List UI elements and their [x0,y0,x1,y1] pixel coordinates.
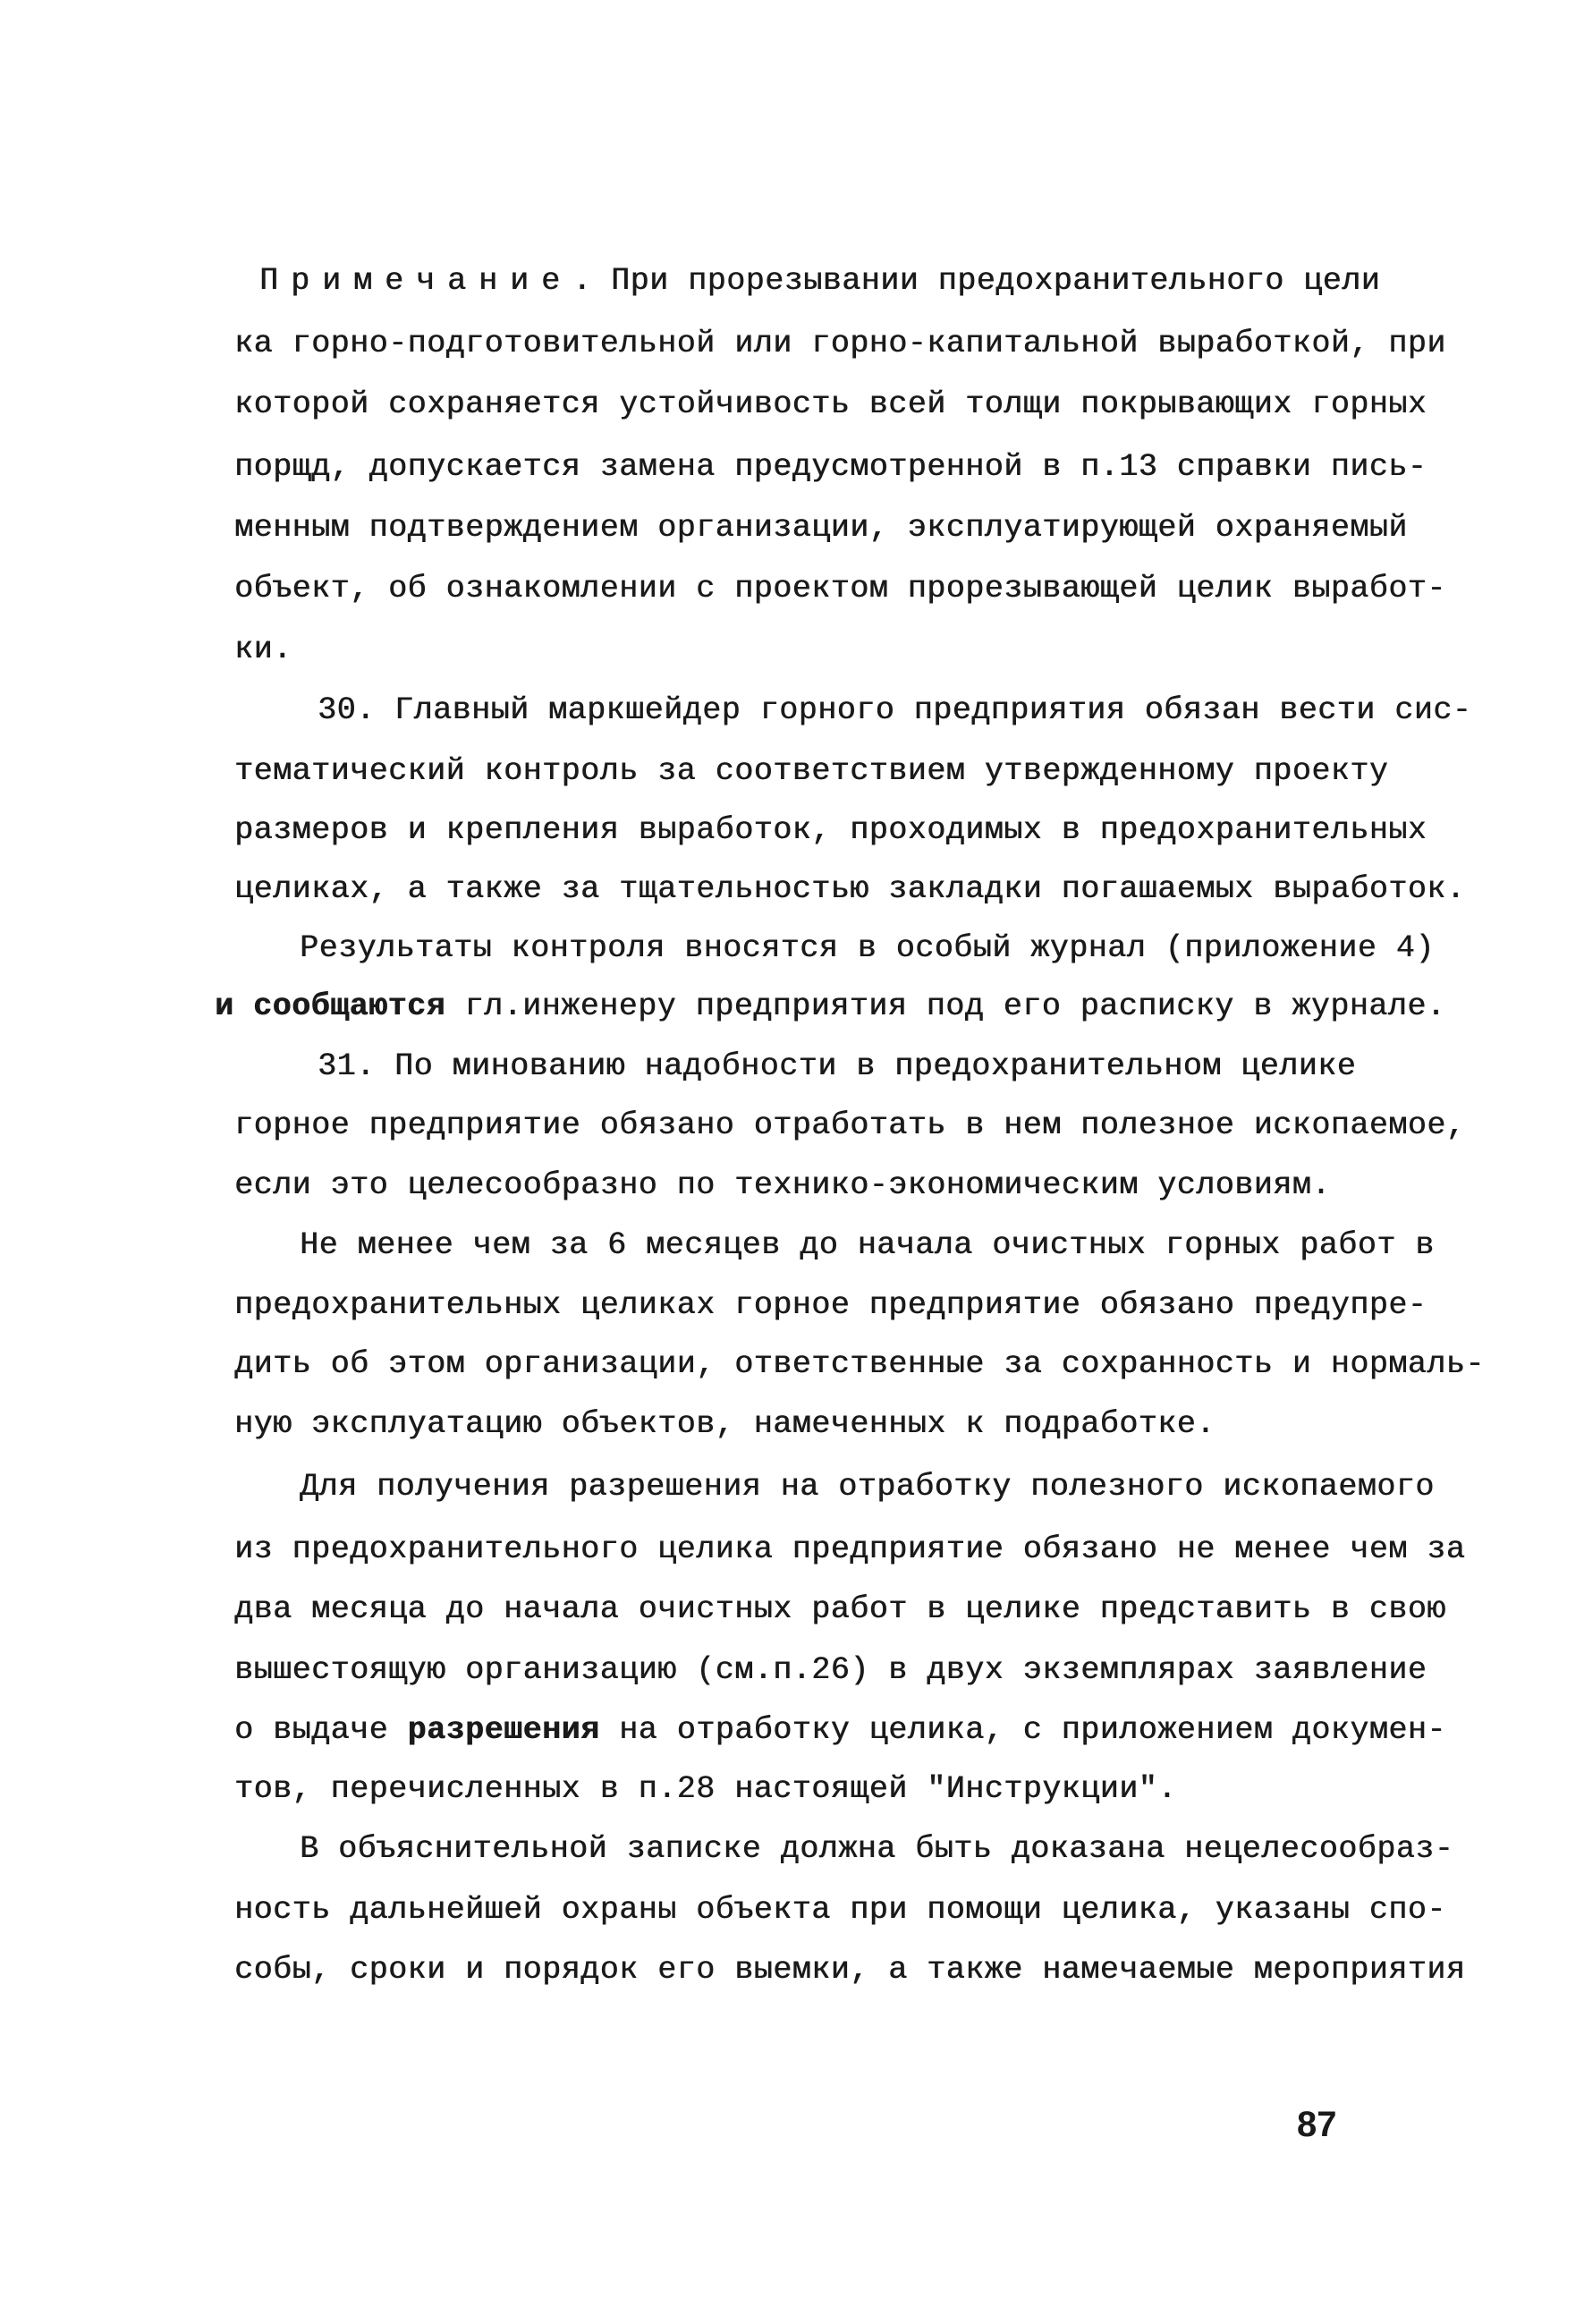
note-line-1 [259,261,1380,301]
para-30-line-4: целиках, а также за тщательностью закладки погашаемых выработок. [234,871,1466,907]
note-line-6: объект, об ознакомлении с проектом прорезывающей целик выработ- [234,571,1446,606]
para-30-line-3: размеров и крепления выработок, проходимых в предохранительных [234,812,1427,848]
para-30-line-2: тематический контроль за соответствием утвержденному проекту [234,753,1389,789]
para-31-line-12 [234,1710,1446,1750]
para-30-bold-phrase: и сообщаются [215,988,446,1024]
para-30-line-6 [215,987,1445,1026]
para-31-line-1: 31. По минованию надобности в предохранительном целике [318,1048,1357,1084]
para-31-line-11: вышестоящую организацию (см.п.26) в двух экземплярах заявление [234,1652,1427,1688]
para-31-line-9: из предохранительного целика предприятие обязано не менее чем за [234,1531,1466,1567]
para-31-line-12-end: на отработку целика, с приложением докумен- [599,1712,1446,1748]
para-31-line-12-start: о выдаче [234,1712,408,1748]
para-31-line-13: тов, перечисленных в п.28 настоящей "Инструкции". [234,1771,1177,1807]
para-31-line-6: дить об этом организации, ответственные за сохранность и нормаль- [234,1346,1485,1382]
para-31-line-14: В объяснительной записке должна быть доказана нецелесообраз- [300,1831,1454,1867]
note-line-3: которой сохраняется устойчивость всей толщи покрывающих горных [234,386,1427,422]
para-31-line-5: предохранительных целиках горное предприятие обязано предупре- [234,1287,1427,1323]
para-31-line-7: ную эксплуатацию объектов, намеченных к подработке. [234,1406,1216,1442]
para-30-line-6-text: гл.инженеру предприятия под его расписку в журнале. [445,988,1446,1024]
para-31-line-4: Не менее чем за 6 месяцев до начала очистных горных работ в [300,1227,1435,1263]
note-heading: Примечание [259,263,573,299]
para-31-line-2: горное предприятие обязано отработать в нем полезное ископаемое, [234,1107,1466,1143]
para-31-line-15: ность дальнейшей охраны объекта при помощи целика, указаны спо- [234,1892,1446,1928]
note-line-7: ки. [234,632,292,667]
para-31-line-10: два месяца до начала очистных работ в целике представить в свою [234,1591,1446,1627]
note-line-4: порщд, допускается замена предусмотренной в п.13 справки пись- [234,449,1427,485]
para-31-line-16: собы, сроки и порядок его выемки, а также намечаемые мероприятия [234,1952,1466,1988]
para-30-line-1: 30. Главный маркшейдер горного предприятия обязан вести сис- [318,692,1472,728]
note-line-5: менным подтверждением организации, эксплуатирующей охраняемый [234,510,1408,546]
para-30-line-5: Результаты контроля вносятся в особый журнал (приложение 4) [300,930,1435,966]
page-number: 87 [1297,2105,1337,2144]
note-line-1-text: . При прорезывании предохранительного цели [572,263,1381,299]
para-31-line-8: Для получения разрешения на отработку полезного ископаемого [300,1469,1435,1505]
note-line-2: ка горно-подготовительной или горно-капитальной выработкой, при [234,326,1446,361]
para-31-bold-word: разрешения [407,1712,600,1748]
para-31-line-3: если это целесообразно по технико-экономическим условиям. [234,1167,1331,1203]
